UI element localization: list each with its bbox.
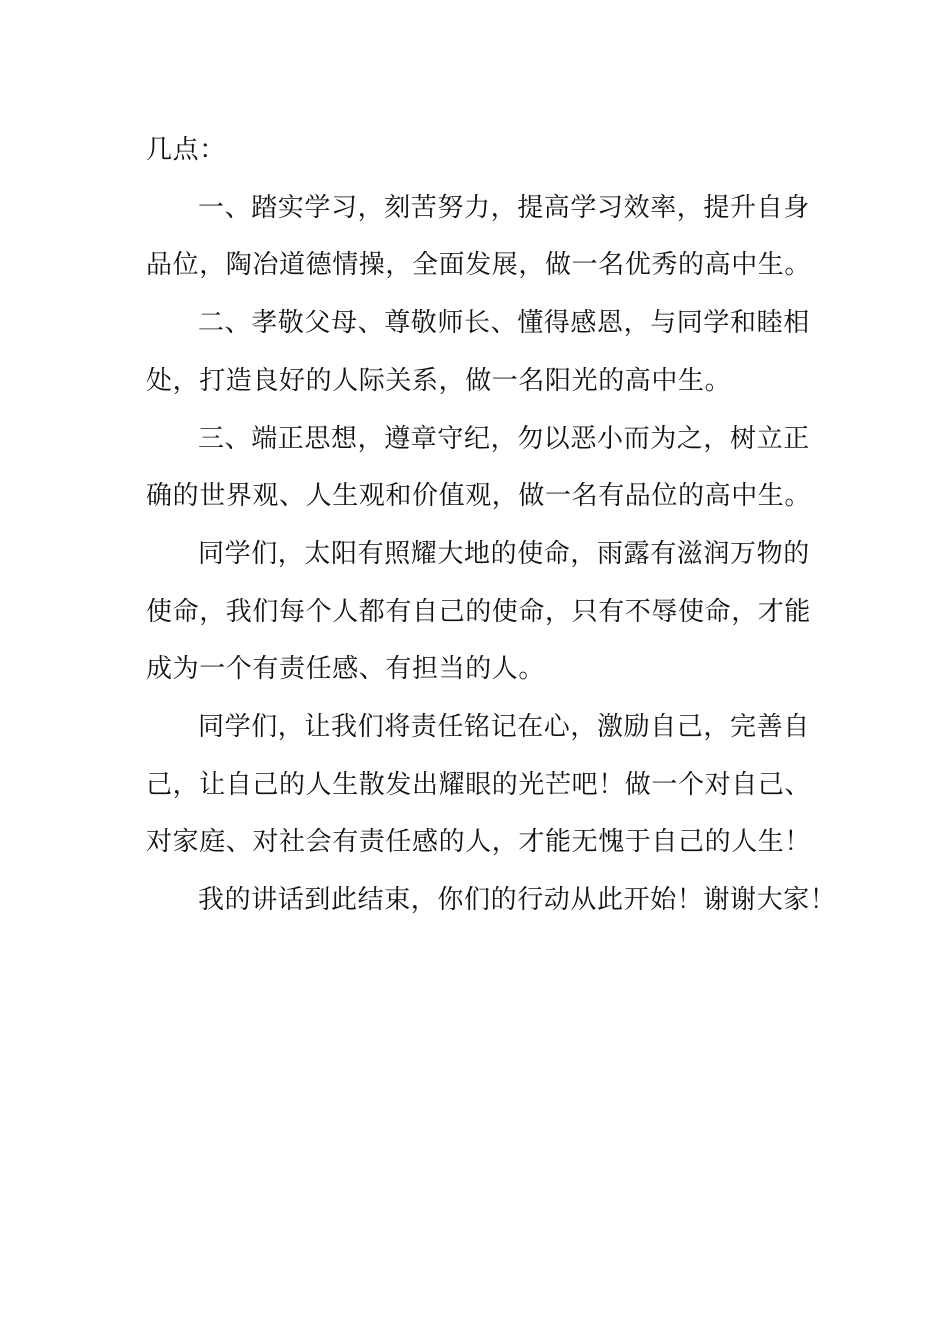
text-line: 二、孝敬父母、尊敬师长、懂得感恩，与同学和睦相	[198, 308, 810, 339]
paragraph-mission	[146, 526, 812, 699]
text-line: 对家庭、对社会有责任感的人，才能无愧于自己的人生！	[146, 827, 812, 858]
text-line: 成为一个有责任感、有担当的人。	[146, 654, 546, 685]
text-line: 我的讲话到此结束，你们的行动从此开始！谢谢大家！	[198, 885, 837, 916]
document-body	[146, 122, 837, 930]
text-line: 几点：	[146, 135, 226, 165]
text-line: 确的世界观、人生观和价值观，做一名有品位的高中生。	[146, 481, 812, 512]
text-line: 己，让自己的人生散发出耀眼的光芒吧！做一个对自己、	[146, 769, 812, 800]
text-line: 三、端正思想，遵章守纪，勿以恶小而为之，树立正	[198, 423, 810, 454]
paragraph-closing	[146, 872, 837, 930]
paragraph-intro-fragment	[146, 122, 808, 180]
paragraph-point-one	[146, 180, 812, 295]
text-line: 使命，我们每个人都有自己的使命，只有不辱使命，才能	[146, 596, 812, 627]
text-line: 处，打造良好的人际关系，做一名阳光的高中生。	[146, 365, 732, 396]
text-line: 一、踏实学习，刻苦努力，提高学习效率，提升自身	[198, 192, 810, 223]
paragraph-point-three	[146, 411, 812, 526]
text-line: 品位，陶冶道德情操，全面发展，做一名优秀的高中生。	[146, 250, 812, 281]
paragraph-point-two	[146, 295, 808, 410]
paragraph-responsibility	[146, 699, 812, 872]
text-line: 同学们，太阳有照耀大地的使命，雨露有滋润万物的	[198, 538, 810, 569]
text-line: 同学们，让我们将责任铭记在心，激励自己，完善自	[198, 712, 810, 743]
